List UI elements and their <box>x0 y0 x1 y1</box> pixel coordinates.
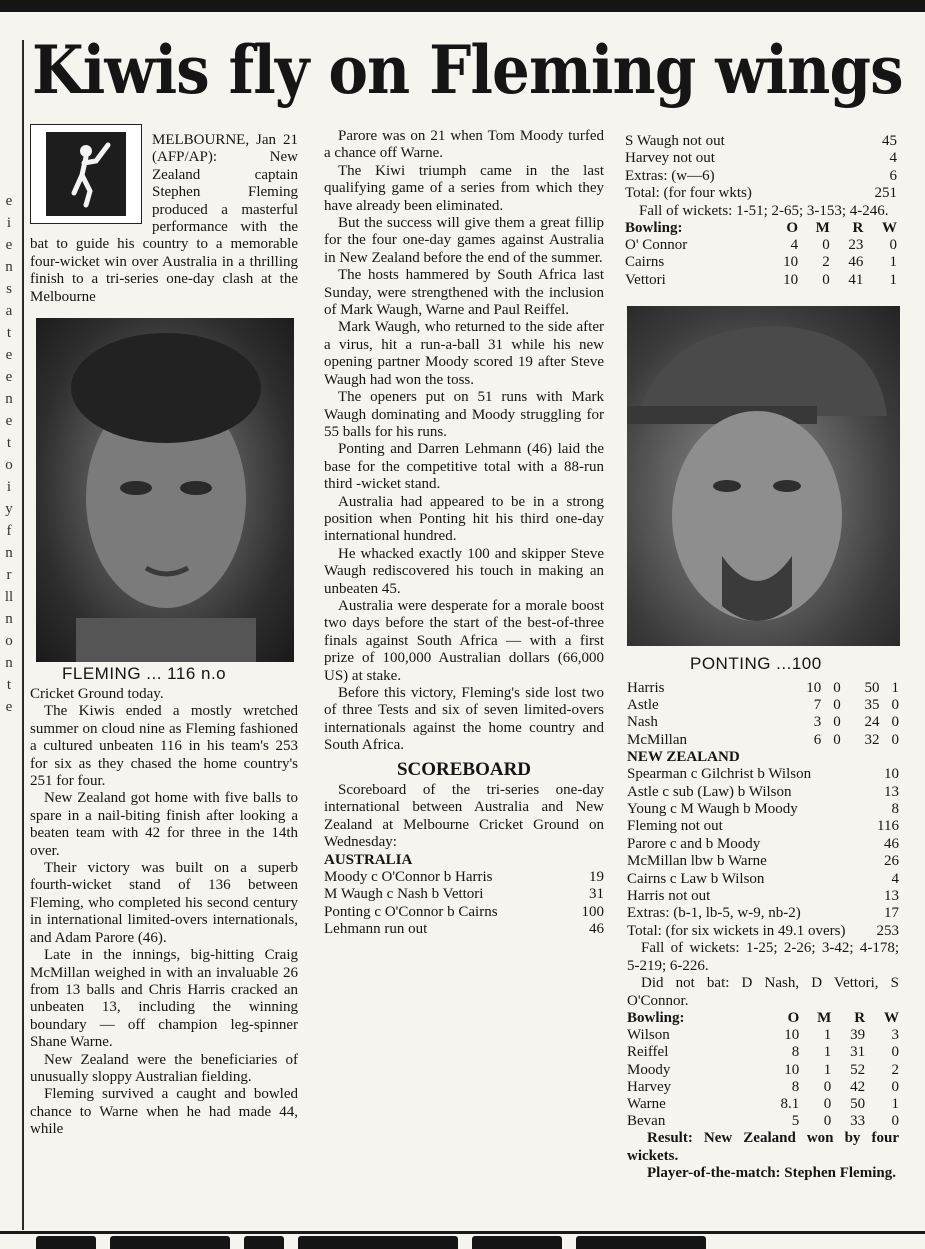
runs: 100 <box>581 903 604 920</box>
bowling-figure: 0 <box>891 697 899 714</box>
bowling-figure: 0 <box>833 731 841 748</box>
bowling-figure: 0 <box>833 697 841 714</box>
bowling-figure: 10 <box>784 1061 800 1078</box>
nz-bowling-table-continued <box>627 680 899 749</box>
bowling-figure: 42 <box>850 1078 866 1095</box>
photo-caption-ponting: PONTING ...100 <box>690 654 822 673</box>
fragment-letter: e <box>5 347 13 363</box>
bowling-figure: 4 <box>790 237 799 254</box>
fragment-letter: f <box>6 523 12 539</box>
fragment-letter: n <box>5 259 13 275</box>
article-paragraph: Their victory was built on a superb fourth-wicket stand of 136 between Fleming, who completed his second century in international limited-overs internationals, and Adam Parore (46). <box>30 860 298 946</box>
scoreboard-column-continued <box>627 680 899 1183</box>
bowling-figure: 0 <box>833 680 841 696</box>
bowling-figure: 0 <box>823 1078 832 1095</box>
runs: 253 <box>876 922 899 939</box>
batsman: Extras: (b-1, lb-5, w-9, nb-2) <box>627 905 801 922</box>
bowling-figure: 52 <box>850 1061 866 1078</box>
fragment-letter: i <box>6 479 12 495</box>
batting-row <box>627 766 899 783</box>
batsman: Ponting c O'Connor b Cairns <box>324 903 498 920</box>
fleming-photo <box>36 318 294 662</box>
australia-fall-of-wickets: Fall of wickets: 1-51; 2-65; 3-153; 4-246. <box>639 202 889 219</box>
player-of-the-match: Player-of-the-match: Stephen Fleming. <box>647 1165 896 1182</box>
bowler-name: Harvey <box>627 1078 672 1095</box>
fragment-letter: e <box>5 237 13 253</box>
batting-row <box>625 150 897 167</box>
article-paragraph: Mark Waugh, who returned to the side after a virus, hit a run-a-ball 31 while his new opening partner Moody scored 19 after Steve Waugh had won the toss. <box>324 319 604 388</box>
bowling-row <box>627 732 899 749</box>
fragment-letter: t <box>6 677 12 693</box>
batsman: Spearman c Gilchrist b Wilson <box>627 766 812 783</box>
runs: 251 <box>874 185 897 202</box>
bowling-figure: 0 <box>891 1113 899 1130</box>
bowling-figure: 41 <box>848 271 864 288</box>
bowling-row <box>627 1044 899 1061</box>
article-paragraph: The hosts hammered by South Africa last Sunday, were strengthened with the inclusion of Mark Waugh, Warne and Paul Reiffel. <box>324 267 604 319</box>
fragment-letter: e <box>5 193 13 209</box>
bowling-figure: 0 <box>833 714 841 731</box>
fragment-letter: n <box>5 545 13 561</box>
bowling-figure: 0 <box>891 1078 899 1095</box>
bowling-header-cell: W <box>884 1009 899 1026</box>
nz-fall-of-wickets: Fall of wickets: 1-25; 2-26; 3-42; 4-178; 5-219; 6-226. <box>627 940 899 974</box>
bowling-figure: 1 <box>889 254 897 271</box>
fragment-letter: e <box>5 413 13 429</box>
batsman: Astle c sub (Law) b Wilson <box>627 783 792 800</box>
article-paragraph: Ponting and Darren Lehmann (46) laid the base for the competitive total with a 88-run third -wicket stand. <box>324 441 604 493</box>
fragment-letter: t <box>6 435 12 451</box>
fragment-letter: o <box>5 633 13 649</box>
bowling-figure: 0 <box>822 237 830 254</box>
australia-heading: AUSTRALIA <box>324 851 413 868</box>
bowling-figure: 10 <box>784 1027 800 1044</box>
runs: 46 <box>884 835 899 852</box>
fragment-letter: n <box>5 391 13 407</box>
bowling-figure: 1 <box>889 271 897 288</box>
batsman: Total: (for six wickets in 49.1 overs) <box>627 922 846 939</box>
bowler-name: Moody <box>627 1061 671 1078</box>
headline: Kiwis fly on Fleming wings <box>32 31 903 109</box>
bowling-figure: 1 <box>891 680 899 696</box>
bowling-figure: 35 <box>864 697 880 714</box>
australia-bowling-table <box>627 1010 899 1130</box>
article-column-2 <box>324 128 604 939</box>
bowling-figure: 3 <box>891 1027 899 1044</box>
bowling-row <box>625 272 897 289</box>
bowling-figure: 8.1 <box>780 1095 800 1112</box>
article-paragraph: Cricket Ground today. <box>30 686 164 702</box>
bowling-figure: 8 <box>791 1078 800 1095</box>
bowling-figure: 1 <box>823 1061 832 1078</box>
batting-row <box>324 886 604 903</box>
batting-row <box>627 905 899 922</box>
article-paragraph: Australia had appeared to be in a strong position when Ponting hit his third one-day international hundred. <box>324 493 604 545</box>
bowling-figure: 23 <box>848 237 864 254</box>
article-paragraph: New Zealand were the beneficiaries of unusually sloppy Australian fielding. <box>30 1051 298 1085</box>
bowler-name: Reiffel <box>627 1044 669 1061</box>
bowling-figure: 8 <box>791 1044 800 1061</box>
bowling-header-cell: O <box>786 220 799 237</box>
bowling-figure: 0 <box>891 714 899 731</box>
batting-row <box>324 921 604 938</box>
batting-row <box>627 923 899 940</box>
runs: 31 <box>589 886 604 903</box>
article-paragraph: But the success will give them a great fillip for the four one-day games against Australia in New Zealand before the end of the summer. <box>324 215 604 266</box>
article-paragraph: Before this victory, Fleming's side lost two of three Tests and six of seven limited-overs internationals against the home country and South Africa. <box>324 685 604 754</box>
photo-caption-fleming: FLEMING ... 116 n.o <box>62 664 227 683</box>
bowling-row <box>625 237 897 254</box>
batsman: Extras: (w—6) <box>625 167 715 184</box>
bowling-figure: 39 <box>850 1027 866 1044</box>
batsman: Young c M Waugh b Moody <box>627 801 798 818</box>
bowling-figure: 0 <box>891 731 899 748</box>
bowling-header-cell: W <box>882 220 897 237</box>
batsman: Moody c O'Connor b Harris <box>324 869 493 886</box>
runs: 45 <box>882 133 897 149</box>
runs: 6 <box>889 167 897 184</box>
bowling-figure: 2 <box>891 1061 899 1078</box>
article-paragraph: Parore was on 21 when Tom Moody turfed a chance off Warne. <box>324 128 604 162</box>
bowling-row <box>627 1079 899 1096</box>
bowler-name: Harris <box>627 680 665 696</box>
batting-row <box>324 869 604 886</box>
bowler-name: O' Connor <box>625 237 688 254</box>
bowling-figure: 0 <box>891 1044 899 1061</box>
article-paragraph: Late in the innings, big-hitting Craig McMillan weighed in with an invaluable 26 from 13 balls and Chris Harris cracked an unbeaten 13, including the winning boundary — off champion leg-spinner Shane Warne. <box>30 947 298 1051</box>
bowling-figure: 0 <box>822 271 830 288</box>
article-paragraph: He whacked exactly 100 and skipper Steve Waugh rediscovered his touch in making an unbeaten 45. <box>324 545 604 597</box>
bowling-figure: 0 <box>823 1095 832 1112</box>
bowling-figure: 10 <box>783 254 799 271</box>
bowling-row <box>627 1027 899 1044</box>
article-paragraph: The Kiwis ended a mostly wretched summer on cloud nine as Fleming fashioned a cultured unbeaten 116 in his team's 253 for six as they chased the home country's 251 for four. <box>30 703 298 790</box>
runs: 8 <box>891 801 899 818</box>
bowling-figure: 0 <box>823 1113 832 1130</box>
fragment-letter: o <box>5 457 13 473</box>
bowler-name: Warne <box>627 1095 666 1112</box>
batsman: Harris not out <box>627 888 711 905</box>
batting-row <box>627 836 899 853</box>
batsman: Cairns c Law b Wilson <box>627 870 765 887</box>
bowling-figure: 0 <box>889 237 897 254</box>
bowling-header-cell: O <box>787 1009 800 1026</box>
top-border <box>0 0 925 12</box>
bowling-figure: 46 <box>848 254 864 271</box>
batsman: McMillan lbw b Warne <box>627 853 767 870</box>
bowling-header-row <box>627 1010 899 1027</box>
fragment-letter: n <box>5 611 13 627</box>
runs: 13 <box>884 783 899 800</box>
fragment-letter: n <box>5 655 13 671</box>
bowling-figure: 31 <box>850 1044 866 1061</box>
bowling-figure: 10 <box>783 271 799 288</box>
bowling-header-cell: M <box>817 1009 832 1026</box>
runs: 46 <box>589 921 604 938</box>
fragment-letter: s <box>6 281 12 297</box>
batting-row <box>627 818 899 835</box>
bowling-figure: 1 <box>891 1095 899 1112</box>
runs: 17 <box>884 905 899 922</box>
bowling-row <box>627 1096 899 1113</box>
bowling-figure: 33 <box>850 1113 866 1130</box>
batting-row <box>625 185 897 202</box>
bowling-header-cell: R <box>854 1009 866 1026</box>
bowler-name: Nash <box>627 714 658 731</box>
bowling-header-cell: M <box>815 220 830 237</box>
bowling-figure: 10 <box>806 680 822 696</box>
bowling-row <box>627 1113 899 1130</box>
bowling-figure: 7 <box>813 697 822 714</box>
batting-row <box>627 888 899 905</box>
next-headline-fragment <box>36 1236 896 1249</box>
bowling-figure: 32 <box>864 731 880 748</box>
batsman: Fleming not out <box>627 818 723 835</box>
bowling-figure: 6 <box>813 731 822 748</box>
bowling-figure: 1 <box>823 1027 832 1044</box>
cricket-logo <box>30 124 142 224</box>
column-rule <box>22 40 24 1230</box>
article-paragraph: Fleming survived a caught and bowled chance to Warne when he had made 44, while <box>30 1086 298 1138</box>
bowling-row <box>627 680 899 697</box>
batsman: Total: (for four wkts) <box>625 185 752 202</box>
nz-bowling-table <box>625 220 897 289</box>
bowling-header-cell: Bowling: <box>625 220 683 237</box>
batsman: Parore c and b Moody <box>627 835 761 852</box>
runs: 19 <box>589 869 604 886</box>
previous-column-fragment <box>0 190 18 718</box>
runs: 4 <box>891 870 899 887</box>
bowler-name: Cairns <box>625 254 665 271</box>
ponting-photo <box>627 306 900 646</box>
match-result: Result: New Zealand won by four wickets. <box>627 1130 899 1164</box>
article-column-1 <box>30 132 298 306</box>
batsman: Lehmann run out <box>324 921 428 938</box>
fragment-letter: t <box>6 325 12 341</box>
scoreboard-column <box>625 133 897 289</box>
bowling-figure: 1 <box>823 1044 832 1061</box>
bowling-header-cell: R <box>852 220 864 237</box>
bowler-name: Vettori <box>625 271 666 288</box>
batting-row <box>627 853 899 870</box>
fragment-letter: r <box>6 567 12 583</box>
batsman-icon <box>56 139 116 209</box>
bowling-row <box>625 254 897 271</box>
bowler-name: McMillan <box>627 731 687 748</box>
bowling-row <box>627 714 899 731</box>
bowling-figure: 50 <box>864 680 880 696</box>
batsman: Harvey not out <box>625 150 715 167</box>
runs: 10 <box>884 766 899 783</box>
new-zealand-heading: NEW ZEALAND <box>627 748 740 765</box>
fragment-letter: ll <box>4 589 14 605</box>
fragment-letter: a <box>5 303 13 319</box>
scoreboard-heading: SCOREBOARD <box>396 758 532 780</box>
batting-row <box>627 784 899 801</box>
batsman: M Waugh c Nash b Vettori <box>324 886 484 903</box>
article-column-1-continued <box>30 686 298 1139</box>
batting-row <box>627 871 899 888</box>
bowling-header-cell: Bowling: <box>627 1009 685 1026</box>
runs: 26 <box>884 853 899 870</box>
article-paragraph: The Kiwi triumph came in the last qualifying game of a series from which they have already been eliminated. <box>324 162 604 214</box>
fragment-letter: y <box>5 501 13 517</box>
bowling-figure: 5 <box>791 1113 800 1130</box>
runs: 4 <box>889 150 897 167</box>
bowling-figure: 50 <box>850 1095 866 1112</box>
batting-row <box>627 801 899 818</box>
runs: 116 <box>877 818 899 835</box>
bowling-row <box>627 1062 899 1079</box>
scoreboard-intro: Scoreboard of the tri-series one-day international between Australia and New Zealand at Melbourne Cricket Ground on Wednesday: <box>324 782 604 851</box>
batting-row <box>625 168 897 185</box>
article-paragraph: The openers put on 51 runs with Mark Waugh dominating and Moody struggling for 55 balls for his runs. <box>324 389 604 440</box>
did-not-bat: Did not bat: D Nash, D Vettori, S O'Connor. <box>627 975 899 1009</box>
bowling-header-row <box>625 220 897 237</box>
fragment-letter: e <box>5 369 13 385</box>
fragment-letter: i <box>6 215 12 231</box>
bowling-figure: 3 <box>813 714 822 731</box>
batting-row <box>324 904 604 921</box>
bowling-row <box>627 697 899 714</box>
article-paragraph: Australia were desperate for a morale boost two days before the start of the best-of-three finals against South Africa — with a first prize of 100,000 Australian dollars (66,000 US) at stake. <box>324 597 604 684</box>
article-paragraph: New Zealand got home with five balls to spare in a nail-biting finish after looking a beaten team with 42 for three in the 14th over. <box>30 790 298 859</box>
bowler-name: Bevan <box>627 1113 666 1130</box>
bottom-rule <box>0 1231 925 1234</box>
runs: 13 <box>884 888 899 905</box>
fragment-letter: e <box>5 699 13 715</box>
bowling-figure: 2 <box>822 254 830 271</box>
batsman: S Waugh not out <box>625 133 725 149</box>
bowler-name: Astle <box>627 697 659 714</box>
bowler-name: Wilson <box>627 1027 670 1044</box>
batting-row <box>625 133 897 150</box>
dateline-paragraph: MELBOURNE, Jan 21 (AFP/AP): New Zealand captain Stephen Fleming produced a masterful performance with the bat to guide his country to a memorable four-wicket win over Australia in a thrilling finish to a tri-series one-day clash at the Melbourne <box>30 132 298 305</box>
bowling-figure: 24 <box>864 714 880 731</box>
